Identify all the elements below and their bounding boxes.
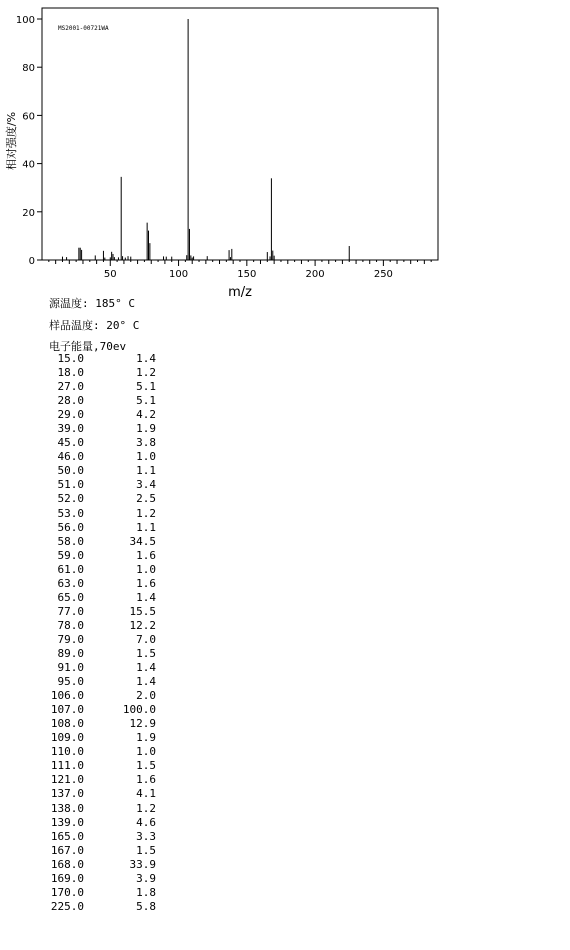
peak-row: [44, 492, 156, 506]
peak-mz: 109.0: [50, 731, 84, 745]
peak-mz: 50.0: [57, 464, 84, 478]
peak-intensity: 4.2: [136, 408, 156, 422]
peak-row: [44, 745, 156, 759]
x-tick-label: 200: [305, 269, 325, 280]
y-axis: [16, 15, 42, 267]
y-tick-label: 40: [22, 159, 35, 171]
peak-row: [44, 507, 156, 521]
peak-mz: 107.0: [50, 703, 84, 717]
spectrum-peaks: [62, 19, 349, 260]
peak-intensity: 3.3: [136, 829, 156, 843]
peak-row: [44, 647, 156, 661]
peak-row: [44, 872, 156, 886]
peak-row: [44, 787, 156, 801]
peak-table: [44, 352, 156, 914]
peak-row: [44, 464, 156, 478]
peak-row: [44, 661, 156, 675]
peak-row: [44, 717, 156, 731]
y-axis-label: 相对强度/%: [5, 111, 18, 171]
peak-row: [44, 450, 156, 464]
peak-intensity: 100.0: [122, 703, 156, 717]
peak-mz: 77.0: [57, 604, 84, 618]
peak-mz: 169.0: [50, 871, 84, 885]
peak-mz: 56.0: [57, 520, 84, 534]
sample-temperature: 样品温度: 20° C: [49, 319, 140, 332]
peak-row: [44, 858, 156, 872]
peak-row: [44, 633, 156, 647]
mass-spectrum-chart: [0, 0, 570, 300]
peak-row: [44, 675, 156, 689]
peak-mz: 108.0: [50, 717, 84, 731]
y-tick-label: 80: [22, 63, 35, 75]
peak-mz: 95.0: [57, 675, 84, 689]
peak-intensity: 1.4: [136, 661, 156, 675]
peak-intensity: 1.9: [136, 731, 156, 745]
peak-mz: 138.0: [50, 801, 84, 815]
peak-mz: 89.0: [57, 646, 84, 660]
peak-intensity: 1.0: [136, 450, 156, 464]
peak-mz: 58.0: [57, 534, 84, 548]
peak-intensity: 1.2: [136, 801, 156, 815]
peak-row: [44, 577, 156, 591]
peak-mz: 46.0: [57, 450, 84, 464]
x-axis: [49, 260, 431, 280]
peak-row: [44, 535, 156, 549]
peak-mz: 110.0: [50, 745, 84, 759]
peak-row: [44, 830, 156, 844]
peak-intensity: 1.9: [136, 422, 156, 436]
spectrum-code-label: MS2001-00721WA: [58, 25, 109, 32]
y-tick-label: 20: [22, 207, 35, 219]
peak-row: [44, 619, 156, 633]
peak-row: [44, 689, 156, 703]
peak-intensity: 12.9: [129, 717, 156, 731]
x-tick-label: 100: [169, 269, 189, 280]
peak-intensity: 1.4: [136, 675, 156, 689]
peak-row: [44, 352, 156, 366]
peak-row: [44, 549, 156, 563]
peak-intensity: 3.4: [136, 478, 156, 492]
peak-intensity: 3.8: [136, 436, 156, 450]
peak-intensity: 1.6: [136, 576, 156, 590]
peak-mz: 121.0: [50, 773, 84, 787]
peak-mz: 59.0: [57, 548, 84, 562]
peak-row: [44, 380, 156, 394]
peak-mz: 51.0: [57, 478, 84, 492]
peak-mz: 53.0: [57, 506, 84, 520]
peak-mz: 52.0: [57, 492, 84, 506]
peak-mz: 39.0: [57, 422, 84, 436]
peak-intensity: 1.4: [136, 590, 156, 604]
peak-mz: 28.0: [57, 394, 84, 408]
x-tick-label: 50: [103, 269, 117, 280]
peak-row: [44, 844, 156, 858]
peak-intensity: 1.5: [136, 843, 156, 857]
peak-mz: 167.0: [50, 843, 84, 857]
peak-row: [44, 366, 156, 380]
peak-intensity: 1.5: [136, 759, 156, 773]
x-tick-label: 150: [237, 269, 257, 280]
x-axis-label: m/z: [228, 285, 252, 300]
peak-intensity: 1.0: [136, 562, 156, 576]
peak-mz: 78.0: [57, 618, 84, 632]
peak-intensity: 3.9: [136, 871, 156, 885]
peak-mz: 61.0: [57, 562, 84, 576]
peak-mz: 18.0: [57, 366, 84, 380]
peak-intensity: 4.6: [136, 815, 156, 829]
peak-intensity: 5.1: [136, 380, 156, 394]
electron-energy: 电子能量,70ev: [49, 340, 127, 353]
peak-row: [44, 394, 156, 408]
peak-row: [44, 703, 156, 717]
peak-row: [44, 436, 156, 450]
peak-intensity: 1.4: [136, 352, 156, 365]
peak-intensity: 2.5: [136, 492, 156, 506]
peak-mz: 15.0: [57, 352, 84, 365]
peak-intensity: 15.5: [129, 604, 156, 618]
peak-intensity: 33.9: [129, 857, 156, 871]
peak-row: [44, 422, 156, 436]
peak-intensity: 5.1: [136, 394, 156, 408]
peak-intensity: 1.6: [136, 548, 156, 562]
peak-row: [44, 591, 156, 605]
source-temperature: 源温度: 185° C: [49, 297, 135, 310]
peak-intensity: 1.0: [136, 745, 156, 759]
peak-row: [44, 563, 156, 577]
y-tick-label: 0: [28, 256, 35, 267]
peak-row: [44, 816, 156, 830]
peak-mz: 225.0: [50, 899, 84, 913]
peak-row: [44, 478, 156, 492]
peak-intensity: 2.0: [136, 689, 156, 703]
peak-row: [44, 886, 156, 900]
y-tick-label: 100: [15, 15, 35, 26]
peak-mz: 137.0: [50, 787, 84, 801]
peak-intensity: 4.1: [136, 787, 156, 801]
peak-mz: 170.0: [50, 885, 84, 899]
peak-mz: 27.0: [57, 380, 84, 394]
peak-intensity: 1.2: [136, 506, 156, 520]
peak-mz: 65.0: [57, 590, 84, 604]
peak-mz: 165.0: [50, 829, 84, 843]
peak-row: [44, 773, 156, 787]
peak-intensity: 12.2: [129, 618, 156, 632]
peak-mz: 168.0: [50, 857, 84, 871]
peak-row: [44, 408, 156, 422]
peak-intensity: 1.8: [136, 885, 156, 899]
peak-row: [44, 731, 156, 745]
peak-intensity: 5.8: [136, 899, 156, 913]
peak-row: [44, 605, 156, 619]
peak-intensity: 1.2: [136, 366, 156, 380]
peak-mz: 111.0: [50, 759, 84, 773]
peak-intensity: 1.6: [136, 773, 156, 787]
peak-mz: 29.0: [57, 408, 84, 422]
peak-mz: 63.0: [57, 576, 84, 590]
peak-intensity: 1.1: [136, 464, 156, 478]
peak-mz: 139.0: [50, 815, 84, 829]
peak-row: [44, 759, 156, 773]
peak-row: [44, 521, 156, 535]
peak-mz: 106.0: [50, 689, 84, 703]
peak-mz: 79.0: [57, 632, 84, 646]
peak-intensity: 34.5: [129, 534, 156, 548]
plot-frame: [42, 8, 438, 260]
peak-mz: 45.0: [57, 436, 84, 450]
peak-intensity: 1.1: [136, 520, 156, 534]
peak-mz: 91.0: [57, 661, 84, 675]
peak-intensity: 7.0: [136, 632, 156, 646]
peak-intensity: 1.5: [136, 646, 156, 660]
x-tick-label: 250: [373, 269, 393, 280]
y-tick-label: 60: [22, 111, 35, 123]
peak-row: [44, 900, 156, 914]
peak-row: [44, 802, 156, 816]
